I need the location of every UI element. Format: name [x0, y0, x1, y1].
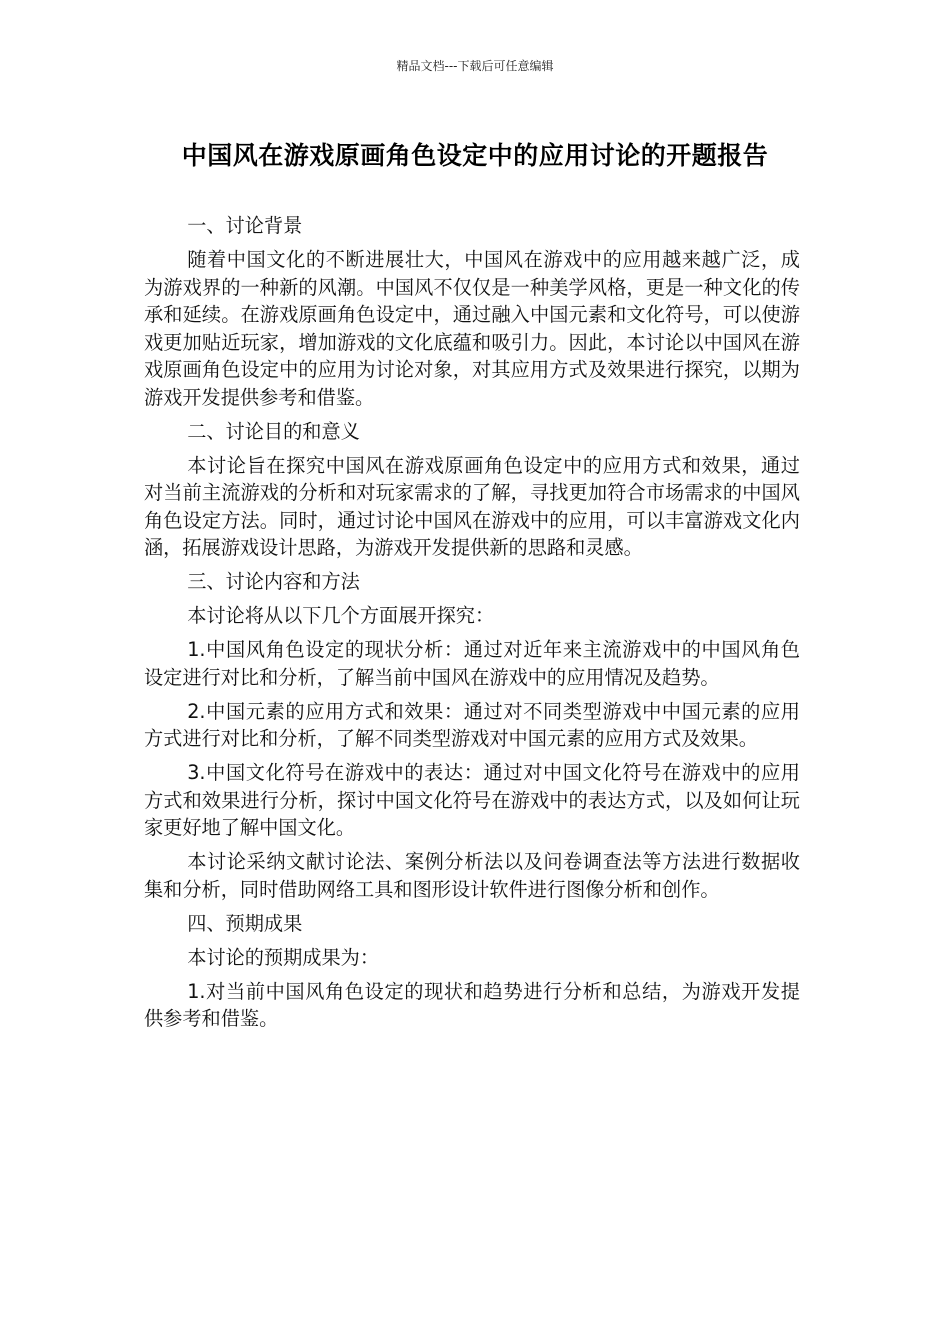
paragraph-content-intro: 本讨论将从以下几个方面展开探究：	[187, 604, 495, 627]
list-item-3: 3.中国文化符号在游戏中的表达：通过对中国文化符号在游戏中的应用方式和效果进行分析，探讨中国文化符号在游戏中的表达方式，以及如何让玩家更好地了解中国文化。	[144, 761, 800, 839]
paragraph-background: 随着中国文化的不断进展壮大，中国风在游戏中的应用越来越广泛，成为游戏界的一种新的风潮。中国风不仅仅是一种美学风格，更是一种文化的传承和延续。在游戏原画角色设定中，通过融入中国元素和文化符号，可以使游戏更加贴近玩家，增加游戏的文化底蕴和吸引力。因此，本讨论以中国风在游戏原画角色设定中的应用为讨论对象，对其应用方式及效果进行探究，以期为游戏开发提供参考和借鉴。	[144, 248, 800, 409]
list-item-1: 1.中国风角色设定的现状分析：通过对近年来主流游戏中的中国风角色设定进行对比和分析，了解当前中国风在游戏中的应用情况及趋势。	[144, 638, 800, 689]
section-heading-expected-results: 四、预期成果	[187, 911, 303, 935]
document-title: 中国风在游戏原画角色设定中的应用讨论的开题报告	[181, 141, 769, 170]
paragraph-purpose: 本讨论旨在探究中国风在游戏原画角色设定中的应用方式和效果，通过对当前主流游戏的分析和对玩家需求的了解，寻找更加符合市场需求的中国风角色设定方法。同时，通过讨论中国风在游戏中的应用，可以丰富游戏文化内涵，拓展游戏设计思路，为游戏开发提供新的思路和灵感。	[144, 453, 800, 559]
section-heading-purpose: 二、讨论目的和意义	[187, 419, 360, 443]
paragraph-results-intro: 本讨论的预期成果为：	[187, 945, 380, 969]
list-item-2: 2.中国元素的应用方式和效果：通过对不同类型游戏中中国元素的应用方式进行对比和分析，了解不同类型游戏对中国元素的应用方式及效果。	[144, 699, 800, 750]
document-body	[144, 212, 800, 1039]
paragraph-method: 本讨论采纳文献讨论法、案例分析法以及问卷调查法等方法进行数据收集和分析，同时借助网络工具和图形设计软件进行图像分析和创作。	[144, 850, 800, 901]
section-heading-content-method: 三、讨论内容和方法	[187, 570, 360, 593]
header-note: 精品文档---下载后可任意编辑	[396, 59, 554, 73]
section-heading-background: 一、讨论背景	[187, 214, 303, 237]
result-item-1: 1.对当前中国风角色设定的现状和趋势进行分析和总结，为游戏开发提供参考和借鉴。	[144, 979, 800, 1030]
